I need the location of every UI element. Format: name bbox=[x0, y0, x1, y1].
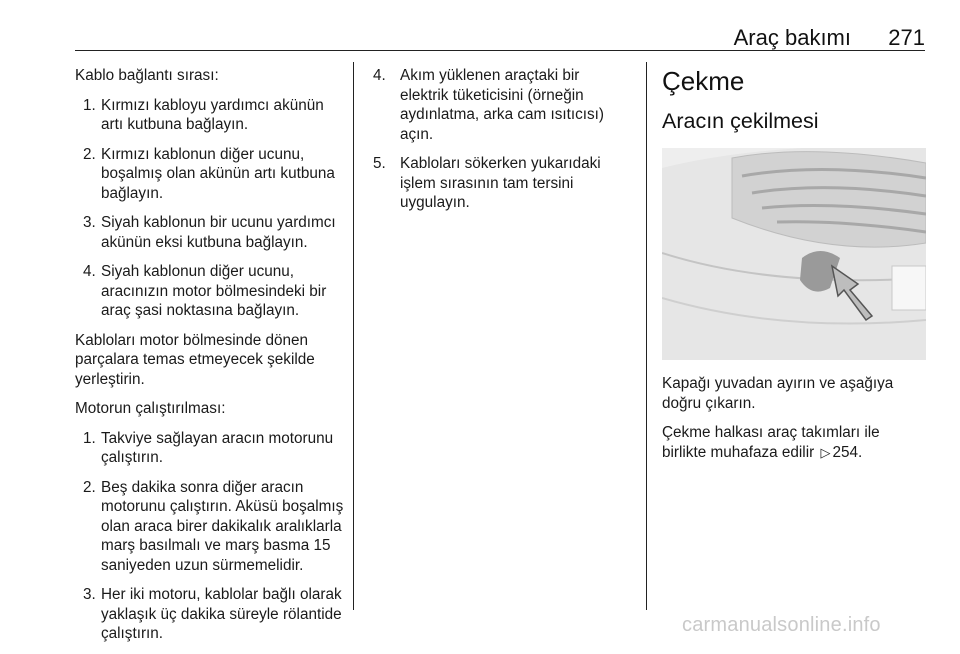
list-item: 2. Beş dakika sonra diğer aracın motorunu çalıştırın. Aküsü boşalmış olan araca birer dakikalık aralıklarla marş basılmalı ve marş basma 15 saniyeden uzun sürmemelidir. bbox=[83, 478, 344, 574]
connection-order-intro: Kablo bağlantı sırası: bbox=[75, 67, 219, 84]
towing-eye-cover-illustration bbox=[662, 148, 926, 360]
section-title: Araç bakımı bbox=[733, 25, 851, 50]
engine-start-steps bbox=[75, 429, 345, 644]
watermark: carmanualsonline.info bbox=[682, 614, 881, 636]
list-item: 3. Siyah kablonun bir ucunu yardımcı akünün eksi kutbuna bağlayın. bbox=[83, 214, 336, 251]
section-heading: Çekme bbox=[662, 66, 745, 96]
subsection-heading: Aracın çekilmesi bbox=[662, 109, 819, 133]
list-item: 5. Kabloları sökerken yukarıdaki işlem sırasının tam tersini uygulayın. bbox=[373, 155, 601, 211]
column-left bbox=[75, 66, 345, 654]
connection-steps bbox=[75, 96, 345, 321]
list-item: 2. Kırmızı kablonun diğer ucunu, boşalmış olan akünün artı kutbuna bağlayın. bbox=[83, 145, 335, 202]
engine-start-intro: Motorun çalıştırılması: bbox=[75, 400, 226, 417]
page-number: 271 bbox=[888, 25, 925, 50]
list-item: 1. Takviye sağlayan aracın motorunu çalıştırın. bbox=[83, 429, 334, 466]
towing-eye-storage-text: Çekme halkası araç takımları ile birlikte muhafaza edilir ▷ 254. bbox=[662, 424, 880, 461]
page-header bbox=[75, 0, 925, 51]
page-reference-arrow-icon: ▷ bbox=[820, 444, 831, 460]
list-item: 4. Akım yüklenen araçtaki bir elektrik tüketicisini (örneğin aydınlatma, arka cam ısıtıcısı) açın. bbox=[373, 67, 605, 143]
column-divider bbox=[646, 62, 647, 610]
column-divider bbox=[353, 62, 354, 610]
column-right bbox=[662, 66, 926, 472]
remove-cover-text: Kapağı yuvadan ayırın ve aşağıya doğru çıkarın. bbox=[662, 375, 894, 412]
continued-steps bbox=[373, 66, 618, 213]
list-item: 4. Siyah kablonun diğer ucunu, aracınızın motor bölmesindeki bir araç şasi noktasına bağlayın. bbox=[83, 263, 327, 319]
page-reference[interactable]: 254. bbox=[832, 443, 863, 461]
list-item: 1. Kırmızı kabloyu yardımcı akünün artı kutbuna bağlayın. bbox=[83, 96, 324, 133]
column-middle bbox=[373, 66, 618, 223]
cable-routing-note: Kabloları motor bölmesinde dönen parçalara temas etmeyecek şekilde yerleştirin. bbox=[75, 331, 315, 388]
towing-cover-drawing bbox=[662, 148, 926, 360]
list-item: 3. Her iki motoru, kablolar bağlı olarak yaklaşık üç dakika süreyle rölantide çalıştırın. bbox=[83, 586, 342, 642]
